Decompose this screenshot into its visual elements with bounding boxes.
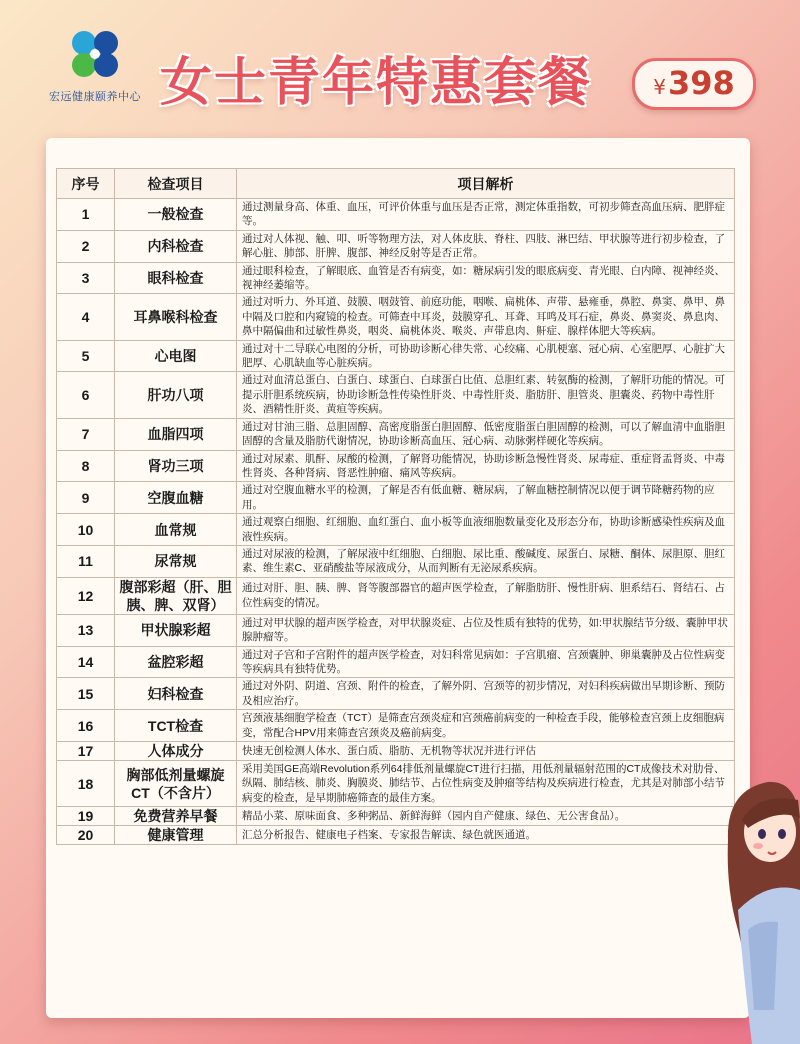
table-header-row [57,169,735,199]
column-header-desc: 项目解析 [237,169,735,199]
row-description: 通过对十二导联心电图的分析，可协助诊断心律失常、心绞痛、心肌梗塞、冠心病、心室肥厚、心脏扩大肥厚、心肌缺血等心脏疾病。 [237,340,735,372]
row-description: 通过对空腹血糖水平的检测，了解是否有低血糖、糖尿病，了解血糖控制情况以便于调节降糖药物的应用。 [237,482,735,514]
row-description: 通过对肝、胆、胰、脾、肾等腹部器官的超声医学检查，了解脂肪肝、慢性肝病、胆系结石、肾结石、占位性病变的情况。 [237,577,735,614]
row-description: 通过对听力、外耳道、鼓膜、咽鼓管、前庭功能，咽喉、扁桃体、声带、悬雍垂，鼻腔、鼻窦、鼻甲、鼻中隔及口腔和内窥镜的检查。可筛查中耳炎，鼓膜穿孔、耳聋、耳鸣及耳石症，鼻炎、鼻窦炎、鼻息肉、鼻中隔偏曲和过敏性鼻炎，咽炎、扁桃体炎、喉炎、声带息肉、鼾症、腺样体肥大等疾病。 [237,294,735,340]
org-name: 宏远健康颐养中心 [49,90,141,103]
table-row [57,372,735,418]
row-number: 16 [57,710,115,742]
table-row [57,807,735,826]
row-description: 采用美国GE高端Revolution系列64排低剂量螺旋CT进行扫描，用低剂量辐射范围的CT成像技术对肋骨、纵隔、肺结核、肺炎、胸膜炎、肺结节、占位性病变及肿瘤等结构及疾病进行检查，尤其是对肺部小结节病变的检查，是早期肺癌筛查的最佳方案。 [237,761,735,807]
row-number: 3 [57,262,115,294]
column-header-item: 检查项目 [115,169,237,199]
row-item-name: 健康管理 [115,826,237,845]
row-item-name: 甲状腺彩超 [115,614,237,646]
table-row [57,710,735,742]
row-item-name: 心电图 [115,340,237,372]
table-row [57,678,735,710]
row-description: 通过对甲状腺的超声医学检查，对甲状腺炎症、占位及性质有独特的优势，如:甲状腺结节分级、囊肿甲状腺肿瘤等。 [237,614,735,646]
row-number: 10 [57,514,115,546]
row-number: 19 [57,807,115,826]
table-row [57,646,735,678]
row-item-name: TCT检查 [115,710,237,742]
row-number: 8 [57,450,115,482]
row-item-name: 肝功八项 [115,372,237,418]
row-number: 11 [57,545,115,577]
row-description: 宫颈液基细胞学检查（TCT）是筛查宫颈炎症和宫颈癌前病变的一种检查手段，能够检查宫颈上皮细胞病变，常配合HPV用来筛查宫颈炎及癌前病变。 [237,710,735,742]
row-description: 通过对人体视、触、叩、听等物理方法，对人体皮肤、脊柱、四肢、淋巴结、甲状腺等进行初步检查，了解心脏、肺部、肝脾、腹部、神经反射等是否正常。 [237,230,735,262]
price-value: 398 [667,64,735,102]
row-item-name: 人体成分 [115,742,237,761]
row-item-name: 耳鼻喉科检查 [115,294,237,340]
row-item-name: 胸部低剂量螺旋CT（不含片） [115,761,237,807]
row-number: 15 [57,678,115,710]
table-row [57,545,735,577]
row-number: 1 [57,199,115,231]
row-item-name: 妇科检查 [115,678,237,710]
table-row [57,262,735,294]
row-number: 14 [57,646,115,678]
table-row [57,514,735,546]
row-description: 通过观察白细胞、红细胞、血红蛋白、血小板等血液细胞数量变化及形态分布，协助诊断感染性疾病及血液性疾病。 [237,514,735,546]
table-row [57,199,735,231]
page-title: 女士青年特惠套餐 [160,53,593,113]
row-item-name: 腹部彩超（肝、胆胰、脾、双肾） [115,577,237,614]
row-item-name: 血脂四项 [115,418,237,450]
clover-logo-icon [65,28,125,82]
row-number: 17 [57,742,115,761]
row-number: 20 [57,826,115,845]
row-number: 5 [57,340,115,372]
row-description: 精品小菜、原味面食、多种粥品、新鲜海鲜（园内自产健康、绿色、无公害食品）。 [237,807,735,826]
row-description: 通过对尿液的检测，了解尿液中红细胞、白细胞、尿比重、酸碱度、尿蛋白、尿糖、酮体、尿胆原、胆红素、维生素C、亚硝酸盐等尿液成分，从而判断有无泌尿系疾病。 [237,545,735,577]
logo [40,28,150,104]
row-description: 通过测量身高、体重、血压，可评价体重与血压是否正常，测定体重指数，可初步筛查高血压病、肥胖症等。 [237,199,735,231]
row-description: 通过对甘油三脂、总胆固醇、高密度脂蛋白胆固醇、低密度脂蛋白胆固醇的检测，可以了解血清中血脂胆固醇的含量及脂肪代谢情况，协助诊断高血压、冠心病、动脉粥样硬化等疾病。 [237,418,735,450]
row-description: 通过对子宫和子宫附件的超声医学检查，对妇科常见病如：子宫肌瘤、宫颈囊肿、卵巢囊肿及占位性病变等疾病具有独特优势。 [237,646,735,678]
row-number: 4 [57,294,115,340]
header [0,0,800,130]
package-table [56,168,735,845]
row-number: 12 [57,577,115,614]
row-item-name: 眼科检查 [115,262,237,294]
row-description: 通过对尿素、肌酐、尿酸的检测，了解肾功能情况，协助诊断急慢性肾炎、尿毒症、重症肾盂肾炎、中毒性肾炎、各种肾病、肾恶性肿瘤、痛风等疾病。 [237,450,735,482]
row-item-name: 一般检查 [115,199,237,231]
table-row [57,577,735,614]
row-description: 通过对血清总蛋白、白蛋白、球蛋白、白球蛋白比值、总胆红素、转氨酶的检测，了解肝功能的情况。可提示肝胆系统疾病，协助诊断急性传染性肝炎、中毒性肝炎、脂肪肝、胆管炎、胆囊炎、药物中毒性肝炎、酒精性肝炎、黄疸等疾病。 [237,372,735,418]
table-row [57,614,735,646]
table-body [57,199,735,845]
column-header-no: 序号 [57,169,115,199]
table-row [57,450,735,482]
row-item-name: 尿常规 [115,545,237,577]
table-row [57,482,735,514]
row-number: 7 [57,418,115,450]
table-row [57,418,735,450]
row-item-name: 血常规 [115,514,237,546]
row-item-name: 空腹血糖 [115,482,237,514]
table-row [57,761,735,807]
row-number: 2 [57,230,115,262]
row-description: 汇总分析报告、健康电子档案、专家报告解读、绿色就医通道。 [237,826,735,845]
row-description: 通过眼科检查，了解眼底、血管是否有病变，如：糖尿病引发的眼底病变、青光眼、白内障、视神经炎、视神经萎缩等。 [237,262,735,294]
row-number: 13 [57,614,115,646]
row-description: 快速无创检测人体水、蛋白质、脂肪、无机物等状况并进行评估 [237,742,735,761]
row-item-name: 内科检查 [115,230,237,262]
row-item-name: 免费营养早餐 [115,807,237,826]
row-number: 9 [57,482,115,514]
row-item-name: 盆腔彩超 [115,646,237,678]
row-item-name: 肾功三项 [115,450,237,482]
price-currency: ¥ [653,75,666,99]
table-row [57,826,735,845]
row-description: 通过对外阴、阴道、宫颈、附件的检查，了解外阴、宫颈等的初步情况，对妇科疾病做出早期诊断、预防及相应治疗。 [237,678,735,710]
table-row [57,340,735,372]
price-badge [632,58,756,110]
row-number: 18 [57,761,115,807]
table-row [57,230,735,262]
table-row [57,742,735,761]
row-number: 6 [57,372,115,418]
table-row [57,294,735,340]
girl-illustration-icon [718,770,800,1044]
